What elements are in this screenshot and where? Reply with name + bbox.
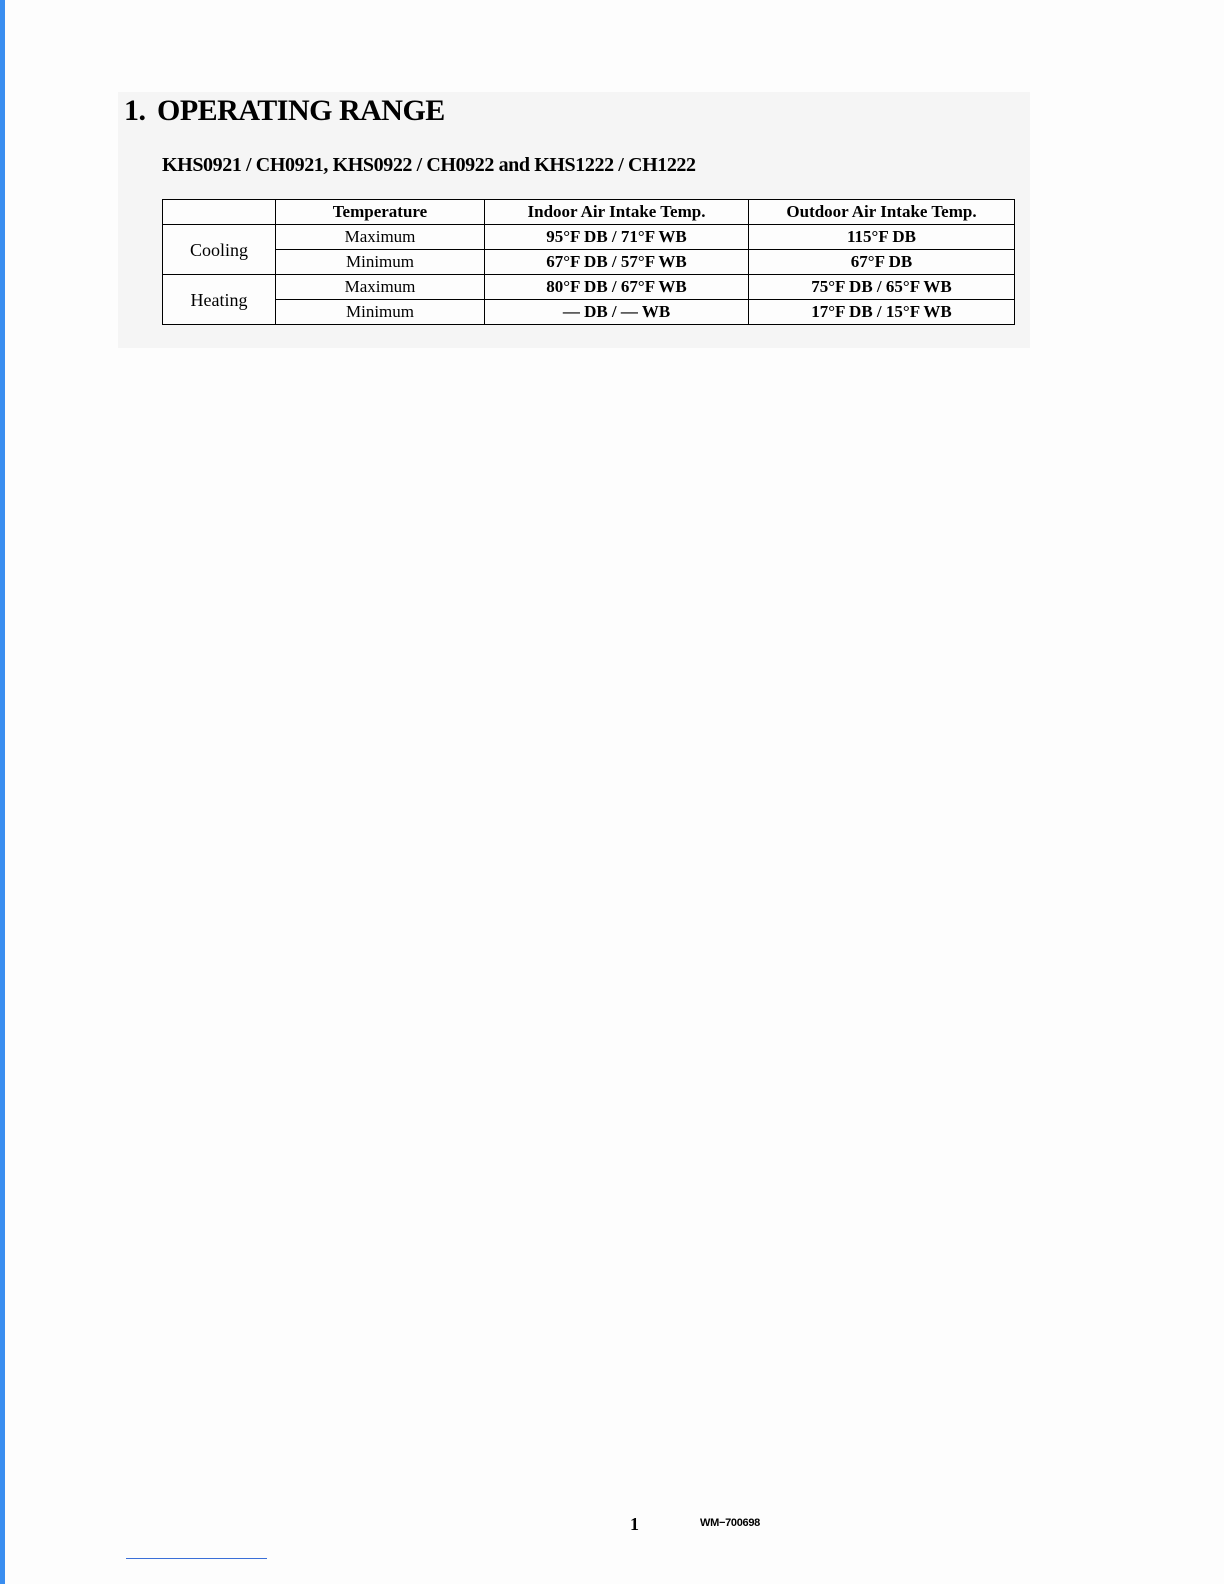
header-temperature: Temperature bbox=[276, 200, 485, 225]
indoor-cell: — DB / — WB bbox=[485, 300, 749, 325]
footer-rule bbox=[126, 1558, 267, 1559]
section-title-text: OPERATING RANGE bbox=[157, 94, 445, 127]
indoor-cell: 95°F DB / 71°F WB bbox=[485, 225, 749, 250]
header-blank bbox=[163, 200, 276, 225]
indoor-cell: 80°F DB / 67°F WB bbox=[485, 275, 749, 300]
level-cell: Maximum bbox=[276, 275, 485, 300]
left-edge-bar bbox=[0, 0, 5, 1584]
mode-cell-cooling: Cooling bbox=[163, 225, 276, 275]
outdoor-cell: 67°F DB bbox=[749, 250, 1015, 275]
level-cell: Minimum bbox=[276, 250, 485, 275]
outdoor-cell: 17°F DB / 15°F WB bbox=[749, 300, 1015, 325]
section-title bbox=[124, 94, 445, 128]
level-cell: Maximum bbox=[276, 225, 485, 250]
document-code: WM−700698 bbox=[700, 1517, 760, 1529]
page-number: 1 bbox=[630, 1514, 639, 1534]
indoor-cell: 67°F DB / 57°F WB bbox=[485, 250, 749, 275]
outdoor-cell: 115°F DB bbox=[749, 225, 1015, 250]
table-header-row bbox=[163, 200, 1015, 225]
operating-range-table bbox=[162, 199, 1015, 325]
table-row bbox=[163, 300, 1015, 325]
table-row bbox=[163, 275, 1015, 300]
header-indoor: Indoor Air Intake Temp. bbox=[485, 200, 749, 225]
level-cell: Minimum bbox=[276, 300, 485, 325]
mode-cell-heating: Heating bbox=[163, 275, 276, 325]
section-number: 1. bbox=[124, 94, 146, 127]
table-row bbox=[163, 225, 1015, 250]
header-outdoor: Outdoor Air Intake Temp. bbox=[749, 200, 1015, 225]
outdoor-cell: 75°F DB / 65°F WB bbox=[749, 275, 1015, 300]
table-row bbox=[163, 250, 1015, 275]
model-list-subtitle: KHS0921 / CH0921, KHS0922 / CH0922 and KHS1222 / CH1222 bbox=[162, 154, 696, 176]
